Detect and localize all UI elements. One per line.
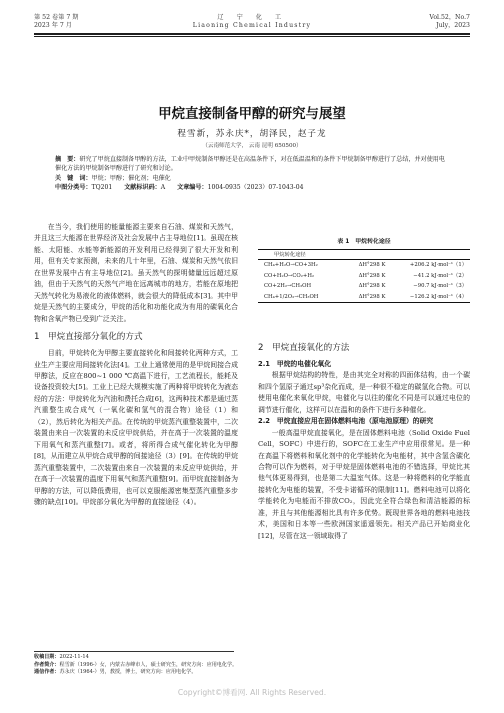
journal-header bbox=[34, 14, 470, 36]
paper-authors: 程雪新，苏永庆*，胡泽民，赵子龙 bbox=[177, 129, 327, 139]
abstract-text: 研究了甲烷直接制备甲醇的方法，工业中甲烷制备甲醇还是在高温条件下，对在低温温和的条件下甲烷制备甲醇进行了总结，并对使用电催化方法的甲烷制备甲醇进行了研究和讨论。 bbox=[55, 156, 445, 173]
journal-name bbox=[34, 14, 470, 29]
paper-title: 甲烷直接制备甲醇的研究与展望 bbox=[158, 107, 346, 122]
enthalpy-symbol-cell: ΔH°298 K bbox=[358, 283, 386, 290]
section-2-2-heading: 2.2 甲烷直接应用在固体燃料电池（原电池原理）的研究 bbox=[258, 417, 434, 426]
issue-info-en bbox=[429, 14, 470, 29]
header-rule-thin bbox=[34, 36, 470, 37]
enthalpy-value-cell: −90.7 kJ·mol⁻¹（3） bbox=[413, 283, 467, 290]
article-number-value: 1004-0935（2023）07-1043-04 bbox=[207, 183, 304, 191]
abstract-label: 摘 要： bbox=[55, 156, 80, 163]
received-date bbox=[34, 654, 238, 662]
abstract-block bbox=[55, 155, 450, 192]
author-bio bbox=[34, 662, 238, 670]
abstract bbox=[55, 155, 450, 174]
copyright-watermark: Copyright©博看网. All Rights Reserved. bbox=[177, 688, 327, 697]
section-2-1-heading: 2.1 甲烷的电催化氧化 bbox=[258, 360, 332, 368]
publication-date-cn: 2023 年 7 月 bbox=[34, 21, 72, 29]
section-1-heading: 1 甲烷直接部分氧化的方式 bbox=[34, 332, 143, 343]
doc-code-value: A bbox=[160, 183, 166, 191]
journal-name-cn: 辽 宁 化 工 bbox=[217, 14, 287, 21]
article-number-label: 文章编号： bbox=[177, 183, 208, 191]
journal-name-en: Liaoning Chemical Industry bbox=[192, 21, 312, 29]
author-affiliation: （云南师范大学， 云南 昆明 650500） bbox=[202, 143, 302, 149]
table-bottom-rule bbox=[258, 302, 470, 303]
section-2-2-paragraph: 一般高温甲烷直接氧化，是在固体燃料电池（Solid Oxide Fuel Cell，SOFC）中进行的，SOFC在工业生产中应用很常见。是一种在高温下将燃料和氧化剂中的化学能转化为电能材，其中含氢含碳化合物可以作为燃料，对于甲烷是固体燃料电池的不错选择，甲烷比其他气体更易得到，也是第二大温室气体。这是一种将燃料的化学能直接转化为电能的装置，不受卡诺循环的限制[11]。燃料电池可以将化学能转化为电能而不排放CO₂，因此完全符合绿色和清洁能源的标准，并且与其他能源相比具有许多优势。既现世界各地的燃料电池技术，美国和日本等一些欧洲国家遥遥领先。相关产品已开始商业化[12]，尽管在这一领域取得了 bbox=[258, 428, 470, 540]
footnote bbox=[34, 651, 238, 677]
table-row bbox=[258, 271, 470, 282]
footnote-rule bbox=[34, 651, 234, 652]
table-row bbox=[258, 281, 470, 292]
received-value: 2022-11-14 bbox=[59, 654, 89, 660]
reaction-cell: CO+H₂O→CO₂+H₂ bbox=[264, 272, 315, 279]
clc-label: 中图分类号： bbox=[55, 183, 92, 191]
publication-date-en: July，2023 bbox=[436, 21, 470, 29]
header-rule-thick bbox=[34, 33, 470, 35]
section-2-heading: 2 甲烷直接氧化的方法 bbox=[258, 343, 350, 353]
corresponding-value: 苏永庆（1964-）男，教授，博士，研究方向：应用电化学。 bbox=[59, 669, 197, 675]
reaction-cell: CO+2H₂→CH₃OH bbox=[264, 283, 312, 290]
table-caption: 表 1 甲烷转化途径 bbox=[337, 239, 391, 245]
right-column bbox=[258, 336, 470, 542]
section-1-paragraph: 目前，甲烷转化为甲醇主要直接转化和间接转化两种方式，工业生产主要应用间接转化法[4]。工业上通常使用的是甲烷间接合成甲醇法，反应在800~1 000 ℃高温下进行，工艺流程长，能耗及设备投资较大[5]。工业上已经大规模实施了两种将甲烷转化为液态经的方法：甲烷转化为汽油和费托合成[6]，这两种技术都是通过蒸汽重整生成合成气（一氧化碳和氢气的混合物）途径（1）和（2），然后转化为相关产品。在传统的甲烷蒸汽重整装置中，二次装置由来自一次装置的未反应甲烷供给，并在高于一次装置的温度下用氧气和蒸汽重整[7]。或者，将所得合成气催化转化为甲醇[8]，从而建立从甲烷合成甲醇的间接途径（3）[9]。在传统的甲烷蒸汽重整装置中，二次装置由来自一次装置的未反应甲烷供给，并在高于一次装置的温度下用氧气和蒸汽重整[9]。而甲烷直接制备为甲醇的方法，可以降低费用，也可以克服能源密集型蒸汽重整多步骤的缺点[10]。甲烷部分氧化为甲醇的直接途径（4）。 bbox=[34, 349, 238, 506]
reaction-cell: CH₄+H₂O→CO+3H₂ bbox=[264, 262, 318, 268]
corresponding-author bbox=[34, 669, 238, 677]
received-label: 收稿日期： bbox=[34, 654, 60, 660]
enthalpy-symbol-cell: ΔH°298 K bbox=[358, 262, 386, 268]
keywords-text: 甲烷；甲醇；催化剂；电催化 bbox=[91, 174, 171, 182]
volume-issue: 第 52 卷第 7 期 bbox=[34, 14, 79, 21]
table-header: 甲烷转化途径 bbox=[258, 250, 470, 260]
table-row bbox=[258, 292, 470, 303]
keywords-label: 关 键 词： bbox=[55, 174, 92, 182]
intro-paragraph: 在当今，我们使用的能量能源主要来自石油、煤炭和天然气，并且这三大能源在世界经济及社会发展中占主导地位[1]。虽现在核能、太阳能、水能等新能源的开发利用已经得到了很大开发和利用，但有关专家预测，未来的几十年里，石油、煤炭和天然气依旧在世界发展中占有主导地位[2]。虽天然气的探明储量远远超过原油，但由于天然气的天然气产地在远离城市的地方，若能在原地把天然气转化为易液化的液体燃料，就会很大的降低成本[3]。其中甲烷是天然气的主要成分，甲烷的活化和功能化成为有用的碳氧化合物和含氧产物已受到广泛关注。 bbox=[34, 223, 238, 323]
section-2-1-paragraph: 根据甲烷结构的特性，是由其完全对称的四面体结构，由一个碳和四个氢原子通过sp³杂化而成，是一种很不稳定的碳氢化合物。可以使用电催化来氧化甲烷，电催化与以往的催化不同是可以通过电位的调节进行催化，这样可以在温和的条件下进行多种催化。 bbox=[258, 371, 470, 414]
enthalpy-value-cell: +206.2 kJ·mol⁻¹（1） bbox=[409, 262, 467, 268]
table-body bbox=[258, 260, 470, 302]
enthalpy-value-cell: −41.2 kJ·mol⁻¹（2） bbox=[413, 272, 467, 279]
corresponding-label: 通信作者： bbox=[34, 669, 60, 675]
clc-value: TQ201 bbox=[91, 183, 113, 191]
classification-meta bbox=[55, 183, 450, 192]
volume-issue-en: Vol.52，No.7 bbox=[429, 14, 470, 21]
enthalpy-symbol-cell: ΔH°298 K bbox=[358, 272, 386, 279]
keywords bbox=[55, 174, 450, 183]
reaction-cell: CH₄+1/2O₂→CH₃OH bbox=[264, 293, 319, 300]
enthalpy-value-cell: −126.2 kJ·mol⁻¹（4） bbox=[409, 293, 467, 300]
doc-code-label: 文献标识码： bbox=[124, 183, 161, 191]
enthalpy-symbol-cell: ΔH°298 K bbox=[358, 293, 386, 300]
left-column bbox=[34, 222, 238, 508]
author-bio-label: 作者简介： bbox=[34, 661, 60, 668]
reaction-table bbox=[258, 236, 470, 303]
author-bio-value: 程雪新（1996-）女，内蒙古赤峰市人，硕士研究生，研究方向：应用电化学。 bbox=[59, 661, 238, 668]
table-row bbox=[258, 260, 470, 271]
